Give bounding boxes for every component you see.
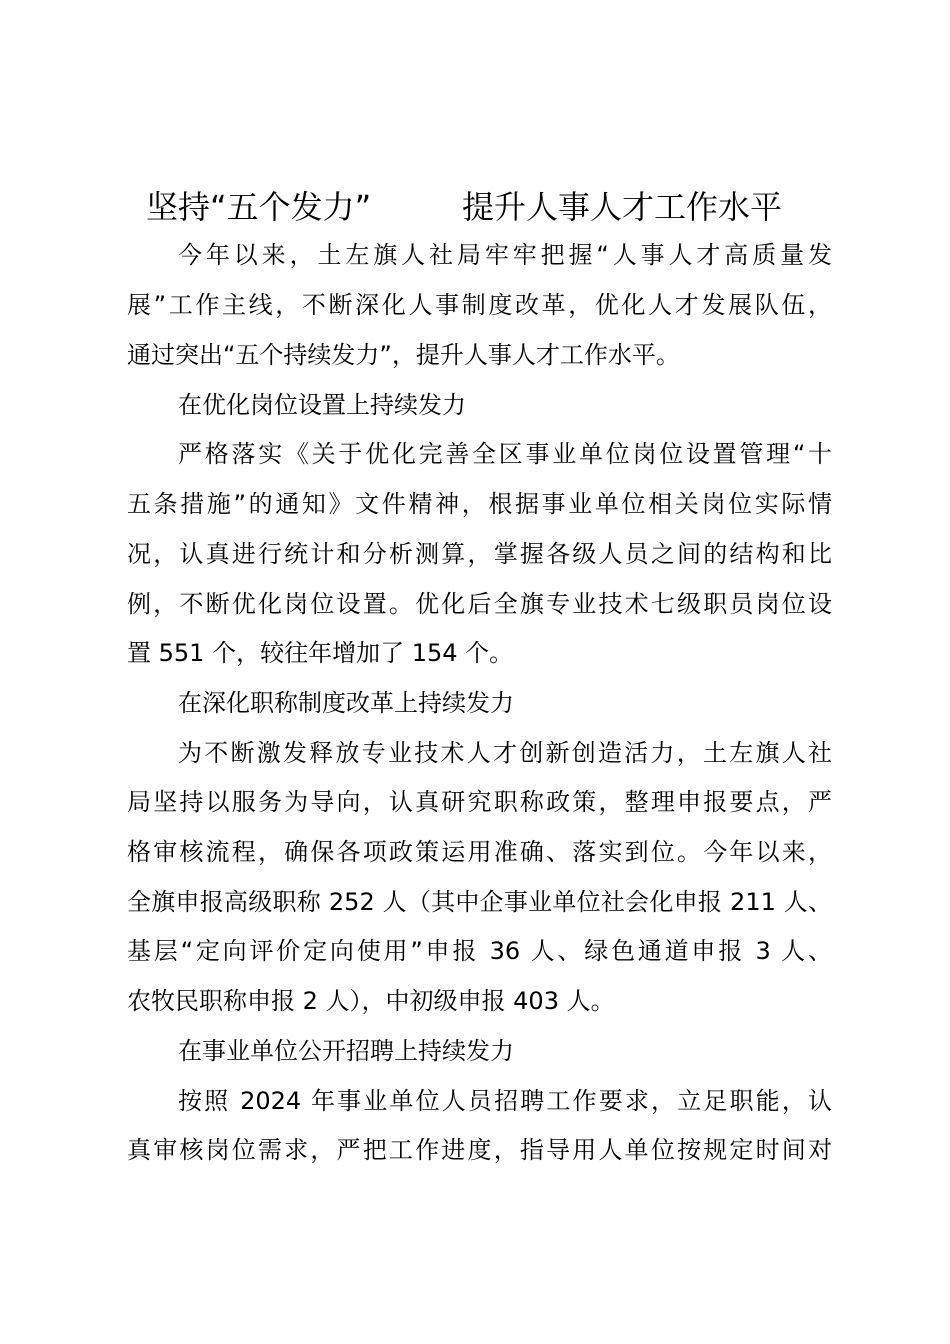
title-part-2: 提升人事人才工作水平 xyxy=(462,188,783,226)
paragraph-line: 真审核岗位需求，严把工作进度，指导用人单位按规定时间对 xyxy=(127,1136,832,1164)
paragraph-line: 农牧民职称申报 2 人），中初级申报 403 人。 xyxy=(127,987,615,1015)
title-part-1: 坚持“五个发力” xyxy=(146,188,372,226)
paragraph-line: 为不断激发释放专业技术人才创新创造活力，土左旗人社 xyxy=(178,739,832,767)
document-title xyxy=(0,182,950,232)
section-heading: 在事业单位公开招聘上持续发力 xyxy=(178,1037,514,1065)
paragraph-line: 五条措施”的通知》文件精神，根据事业单位相关岗位实际情 xyxy=(127,490,832,518)
paragraph-line: 按照 2024 年事业单位人员招聘工作要求，立足职能，认 xyxy=(178,1087,832,1115)
section-heading: 在优化岗位设置上持续发力 xyxy=(178,391,466,419)
paragraph-line: 展”工作主线，不断深化人事制度改革，优化人才发展队伍， xyxy=(127,291,832,319)
paragraph-line: 今年以来，土左旗人社局牢牢把握“人事人才高质量发 xyxy=(178,241,832,269)
paragraph-line: 基层“定向评价定向使用”申报 36 人、绿色通道申报 3 人、 xyxy=(127,937,832,965)
paragraph-line: 例，不断优化岗位设置。优化后全旗专业技术七级职员岗位设 xyxy=(127,590,832,618)
paragraph-line: 通过突出“五个持续发力”，提升人事人才工作水平。 xyxy=(127,341,680,369)
paragraph-line: 置 551 个，较往年增加了 154 个。 xyxy=(127,639,514,667)
paragraph-line: 格审核流程，确保各项政策运用准确、落实到位。今年以来， xyxy=(127,838,832,866)
paragraph-line: 全旗申报高级职称 252 人（其中企事业单位社会化申报 211 人、 xyxy=(127,888,832,916)
paragraph-line: 局坚持以服务为导向，认真研究职称政策，整理申报要点，严 xyxy=(127,788,832,816)
section-heading: 在深化职称制度改革上持续发力 xyxy=(178,689,514,717)
paragraph-line: 严格落实《关于优化完善全区事业单位岗位设置管理“十 xyxy=(178,440,832,468)
paragraph-line: 况，认真进行统计和分析测算，掌握各级人员之间的结构和比 xyxy=(127,540,832,568)
